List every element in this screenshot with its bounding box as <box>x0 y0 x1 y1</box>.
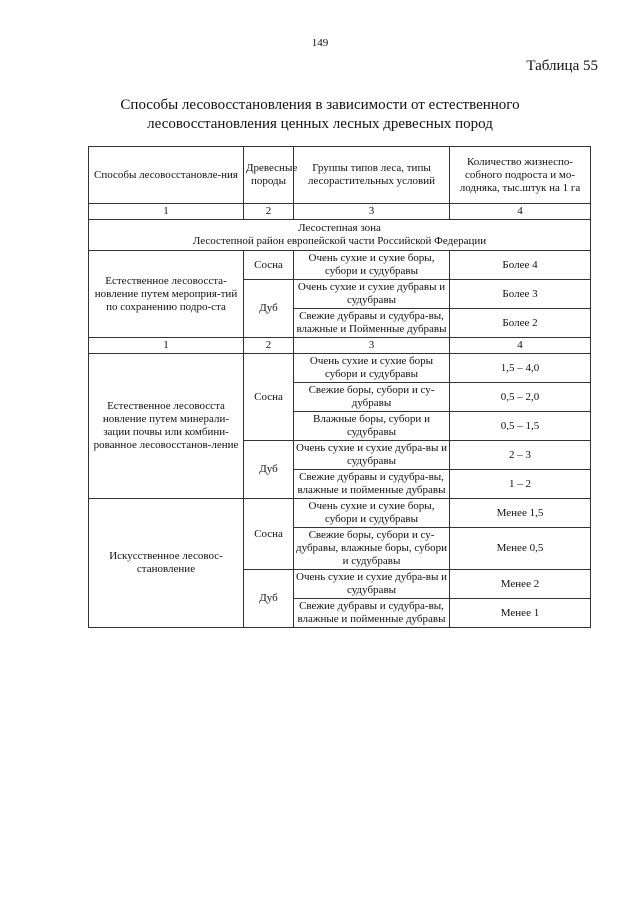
method-cell: Естественное лесовосста-новление путем мероприя-тий по сохранению подро-ста <box>89 251 244 338</box>
col-number: 2 <box>244 338 294 354</box>
species-cell: Сосна <box>244 499 294 570</box>
forest-type-cell: Свежие боры, субори и су-дубравы <box>294 383 450 412</box>
col-number: 1 <box>89 338 244 354</box>
table-row <box>89 251 591 280</box>
quantity-cell: Более 3 <box>450 280 591 309</box>
forest-type-cell: Очень сухие и сухие боры, субори и судубравы <box>294 251 450 280</box>
title-line-1: Способы лесовосстановления в зависимости от естественного <box>120 97 520 113</box>
table-header-row <box>89 147 591 204</box>
col-number: 2 <box>244 204 294 220</box>
forest-type-cell: Свежие боры, субори и су-дубравы, влажные боры, субори и судубравы <box>294 528 450 570</box>
species-cell: Дуб <box>244 570 294 628</box>
zone-cell <box>89 220 591 251</box>
table-title <box>90 96 550 134</box>
quantity-cell: Менее 1 <box>450 599 591 628</box>
title-line-2: лесовосстановления ценных лесных древесных пород <box>147 116 493 132</box>
forest-type-cell: Очень сухие и сухие дубра-вы и судубравы <box>294 570 450 599</box>
species-cell: Дуб <box>244 441 294 499</box>
forest-type-cell: Влажные боры, субори и судубравы <box>294 412 450 441</box>
quantity-cell: 1 – 2 <box>450 470 591 499</box>
quantity-cell: 2 – 3 <box>450 441 591 470</box>
table-label: Таблица 55 <box>526 58 598 74</box>
col-number: 1 <box>89 204 244 220</box>
quantity-cell: Более 4 <box>450 251 591 280</box>
quantity-cell: Более 2 <box>450 309 591 338</box>
table-row <box>89 499 591 528</box>
reforestation-table <box>88 146 591 628</box>
forest-type-cell: Очень сухие и сухие боры субори и судубравы <box>294 354 450 383</box>
forest-type-cell: Свежие дубравы и судубра-вы, влажные и пойменные дубравы <box>294 599 450 628</box>
table-row <box>89 354 591 383</box>
region-name: Лесостепной район европейской части Российской Федерации <box>192 235 487 247</box>
method-cell: Искусственное лесовос-становление <box>89 499 244 628</box>
page-number: 149 <box>311 37 329 49</box>
quantity-cell: 0,5 – 1,5 <box>450 412 591 441</box>
species-cell: Сосна <box>244 354 294 441</box>
forest-type-cell: Очень сухие и сухие дубравы и судубравы <box>294 280 450 309</box>
zone-name: Лесостепная зона <box>298 222 381 234</box>
col-number: 4 <box>450 204 591 220</box>
species-cell: Сосна <box>244 251 294 280</box>
zone-row <box>89 220 591 251</box>
header-forest-types: Группы типов леса, типы лесорастительных условий <box>294 147 450 204</box>
header-species: Древесные породы <box>244 147 294 204</box>
column-number-row <box>89 338 591 354</box>
col-number: 4 <box>450 338 591 354</box>
quantity-cell: 1,5 – 4,0 <box>450 354 591 383</box>
quantity-cell: Менее 1,5 <box>450 499 591 528</box>
forest-type-cell: Очень сухие и сухие боры, субори и судубравы <box>294 499 450 528</box>
species-cell: Дуб <box>244 280 294 338</box>
forest-type-cell: Очень сухие и сухие дубра-вы и судубравы <box>294 441 450 470</box>
forest-type-cell: Свежие дубравы и судубра-вы, влажные и пойменные дубравы <box>294 470 450 499</box>
method-cell: Естественное лесовосста новление путем минерали-зации почвы или комбини-рованное лесовосстанов-ление <box>89 354 244 499</box>
column-number-row <box>89 204 591 220</box>
header-quantity: Количество жизнеспо-собного подроста и мо-лодняка, тыс.штук на 1 га <box>450 147 591 204</box>
header-methods: Способы лесовосстановле-ния <box>89 147 244 204</box>
forest-type-cell: Свежие дубравы и судубра-вы, влажные и Пойменные дубравы <box>294 309 450 338</box>
col-number: 3 <box>294 338 450 354</box>
quantity-cell: 0,5 – 2,0 <box>450 383 591 412</box>
col-number: 3 <box>294 204 450 220</box>
quantity-cell: Менее 0,5 <box>450 528 591 570</box>
quantity-cell: Менее 2 <box>450 570 591 599</box>
